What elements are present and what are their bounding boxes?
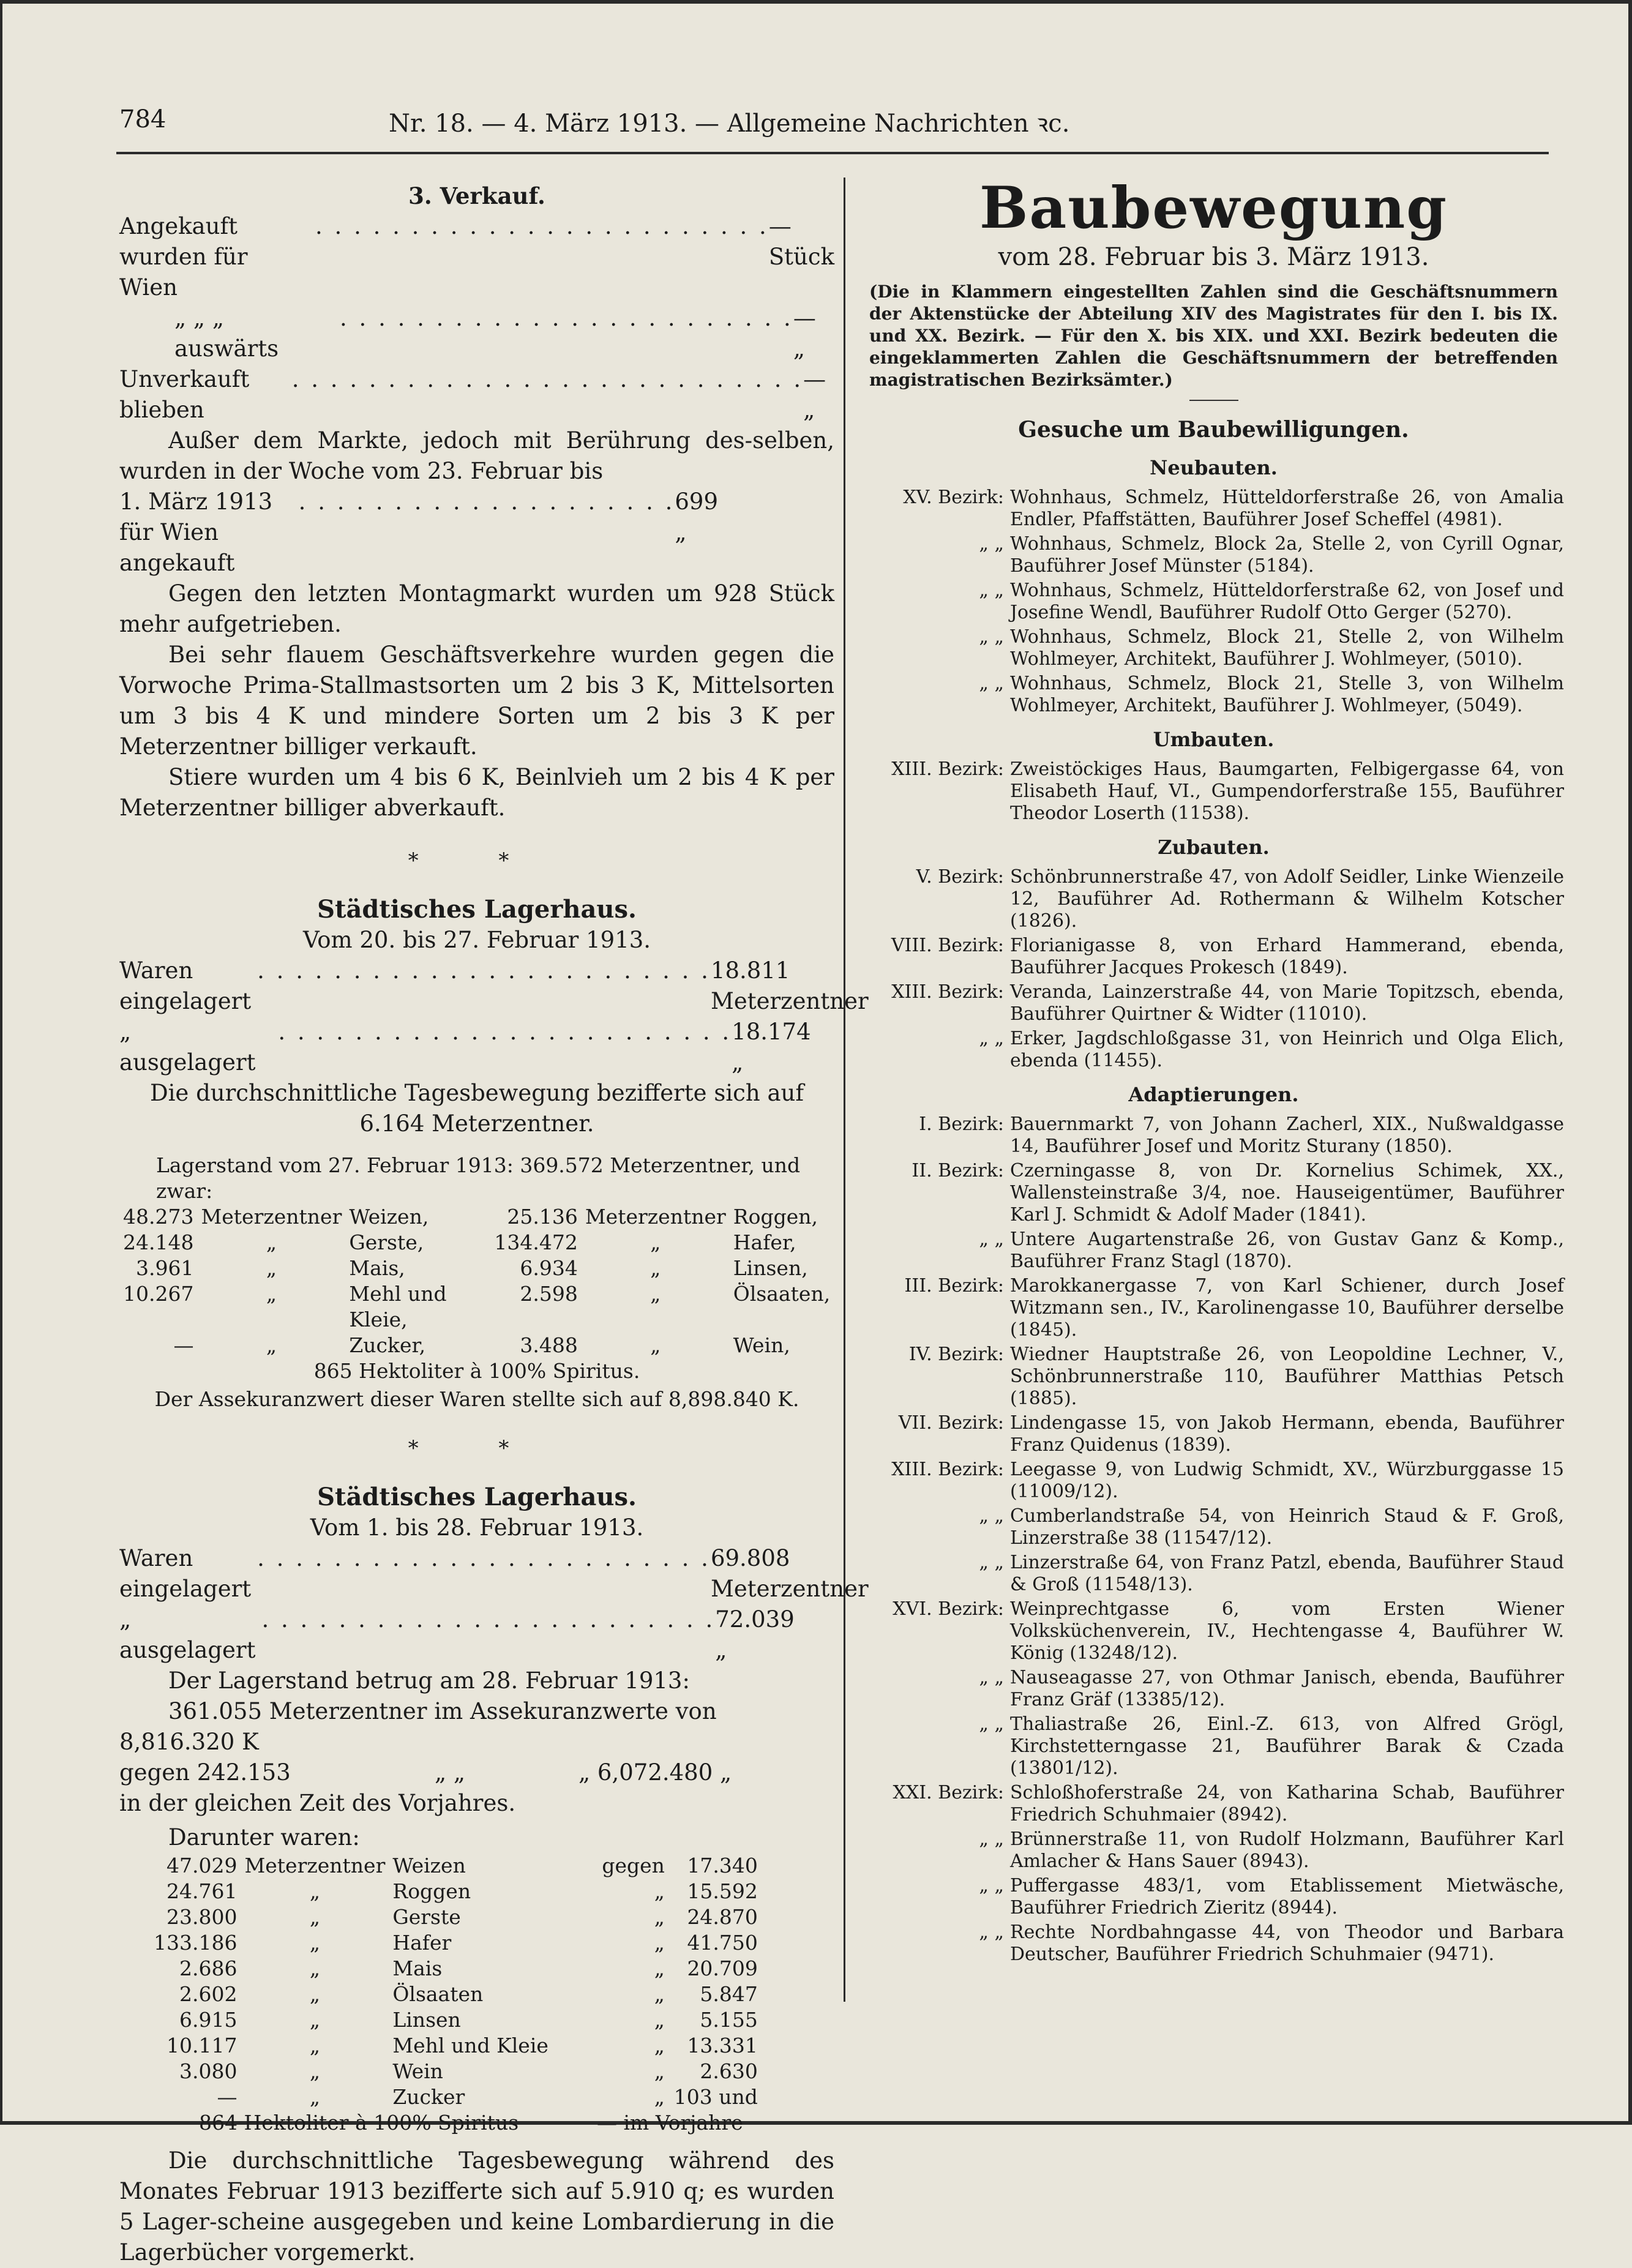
list-item <box>863 1552 1564 1596</box>
table-cell: „ <box>309 2059 320 2083</box>
table-cell: 3.961 <box>135 1256 194 1280</box>
table-cell: „ <box>650 1230 661 1254</box>
table-cell: Mais, <box>349 1256 405 1280</box>
sale-row-value: 699 „ <box>675 488 718 545</box>
table-cell: 133.186 <box>154 1931 238 1955</box>
dot-leader: . . . . . . . . . . . . . . . . . . . . . . . . . . . <box>291 366 804 392</box>
sale-paragraph: Bei sehr flauem Geschäftsverkehre wurden gegen die Vorwoche Prima-Stallmastsorten um 2 bis 3 K, Mittelsorten um 3 bis 4 K und mindere Sorten um 2 bis 3 K per Meterzentner billiger verkauft. <box>119 642 834 760</box>
table-cell: 20.709 <box>687 1956 758 1980</box>
dot-leader: . . . . . . . . . . . . . . . . . . . . . . . . <box>257 1545 711 1571</box>
table-cell: 6.934 <box>520 1256 578 1280</box>
entry-district: „ „ <box>979 1667 1004 1688</box>
dot-leader: . . . . . . . . . . . . . . . . . . . . . . . . <box>340 305 793 331</box>
entry-district: VII. Bezirk: <box>898 1412 1004 1434</box>
table-cell: Hafer <box>392 1931 452 1955</box>
table-row <box>150 1956 762 1982</box>
store2-row <box>119 1604 834 1666</box>
store2-stock-head: Der Lagerstand betrug am 28. Februar 1913: <box>168 1667 690 1694</box>
table-cell: Ölsaaten, <box>733 1282 831 1306</box>
entry-text: Marokkanergasse 7, von Karl Schiener, durch Josef Witzmann sen., IV., Karolinengasse 10, Bauführer derselbe (1845). <box>1010 1275 1564 1341</box>
sale-paragraph: Stiere wurden um 4 bis 6 K, Beinlvieh um 2 bis 4 K per Meterzentner billiger abverkauft. <box>119 764 834 821</box>
store1-row-label: Waren eingelagert <box>119 957 252 1014</box>
entry-district: „ „ <box>979 1229 1004 1250</box>
list-item <box>863 1875 1564 1919</box>
store2-among: Darunter waren: <box>168 1824 360 1851</box>
table-cell: 48.273 <box>123 1205 194 1229</box>
table-cell: „ <box>654 2034 665 2057</box>
table-cell: „ <box>654 2008 665 2032</box>
entry-text: Wohnhaus, Schmelz, Block 21, Stelle 2, von Wilhelm Wohlmeyer, Architekt, Bauführer J. Wohlmeyer, (5010). <box>1010 626 1564 670</box>
table-row <box>150 1982 762 2007</box>
dot-leader: . . . . . . . . . . . . . . . . . . . . . . . . <box>278 1019 732 1045</box>
store1-row-label: „ ausgelagert <box>119 1019 256 1076</box>
entry-text: Zweistöckiges Haus, Baumgarten, Felbigergasse 64, von Elisabeth Hauf, VI., Gumpendorferstraße 155, Bauführer Theodor Loserth (11538). <box>1010 758 1564 824</box>
store2-stock-prev: gegen 242.153 <box>119 1759 291 1786</box>
list-item <box>863 935 1564 979</box>
table-cell: „ <box>309 1982 320 2006</box>
entry-district: XIII. Bezirk: <box>891 1459 1004 1480</box>
store2-row-label: Waren eingelagert <box>119 1545 252 1602</box>
table-cell: „ <box>309 2085 320 2109</box>
dot-leader: . . . . . . . . . . . . . . . . . . . . . . . . <box>261 1606 716 1633</box>
sale-paragraph: Außer dem Markte, jedoch mit Berührung des-selben, wurden in der Woche vom 23. Februar bis <box>119 427 834 484</box>
list-item <box>863 1028 1564 1072</box>
entry-district: XIII. Bezirk: <box>891 758 1004 780</box>
store2-final: Die durchschnittliche Tagesbewegung während des Monates Februar 1913 bezifferte sich auf 5.910 q; es wurden 5 Lager-scheine ausgegeben und keine Lombardierung in die Lagerbücher vorgemerkt. <box>119 2147 834 2266</box>
store1-row-value: 18.811 Meterzentner <box>710 957 869 1014</box>
list-item <box>863 1828 1564 1873</box>
table-cell: Meterzentner <box>244 1854 386 1877</box>
list-item <box>863 1229 1564 1273</box>
store1-insurance: Der Assekuranzwert dieser Waren stellte sich auf 8,898.840 K. <box>154 1387 799 1411</box>
table-cell: 15.592 <box>687 1879 758 1903</box>
table-cell: 41.750 <box>687 1931 758 1955</box>
table-cell: „ <box>266 1282 277 1306</box>
store2-row-label: „ ausgelagert <box>119 1606 256 1663</box>
table-cell: „ <box>266 1256 277 1280</box>
table-cell: „ <box>654 2059 665 2083</box>
entry-text: Weinprechtgasse 6, vom Ersten Wiener Volksküchenverein, IV., Hechtengasse 4, Bauführer W. König (13248/12). <box>1010 1598 1564 1664</box>
table-cell: Zucker, <box>349 1333 426 1357</box>
table-cell: „ <box>654 2085 665 2109</box>
table-cell: „ <box>266 1333 277 1357</box>
entry-text: Wohnhaus, Schmelz, Block 21, Stelle 3, von Wilhelm Wohlmeyer, Architekt, Bauführer J. Wohlmeyer, (5049). <box>1010 673 1564 716</box>
list-item <box>863 758 1564 825</box>
table-cell: 134.472 <box>494 1230 578 1254</box>
table-cell: 10.117 <box>167 2034 238 2057</box>
sale-row-value: — „ <box>803 366 826 423</box>
entry-text: Nauseagasse 27, von Othmar Janisch, ebenda, Bauführer Franz Gräf (13385/12). <box>1010 1667 1564 1710</box>
entry-text: Wohnhaus, Schmelz, Hütteldorferstraße 26, von Amalia Endler, Pfaffstätten, Bauführer Josef Scheffel (4981). <box>1010 487 1564 530</box>
store2-stock-prev-value: „ 6,072.480 „ <box>578 1759 732 1786</box>
table-cell: „ <box>309 2034 320 2057</box>
sale-row <box>119 364 834 425</box>
table-cell: „ <box>309 1905 320 1929</box>
store2-stock-line: in der gleichen Zeit des Vorjahres. <box>119 1790 516 1816</box>
entry-text: Wohnhaus, Schmelz, Block 2a, Stelle 2, von Cyrill Ognar, Bauführer Josef Münster (5184). <box>1010 533 1564 577</box>
divider <box>1189 400 1238 401</box>
table-cell: „ <box>266 1230 277 1254</box>
list-item <box>863 1113 1564 1158</box>
table-cell: „ <box>654 1982 665 2006</box>
table-row <box>119 1333 834 1358</box>
entry-text: Brünnerstraße 11, von Rudolf Holzmann, Bauführer Karl Amlacher & Hans Sauer (8943). <box>1010 1828 1564 1872</box>
table-cell: Hafer, <box>733 1230 796 1254</box>
table-cell: gegen <box>602 1854 665 1877</box>
sale-row <box>119 487 834 578</box>
table-cell: 3.080 <box>179 2059 238 2083</box>
page-number: 784 <box>119 105 167 133</box>
store1-period: Vom 20. bis 27. Februar 1913. <box>302 927 651 953</box>
table-cell: „ <box>654 1879 665 1903</box>
list-item <box>863 1598 1564 1664</box>
entry-district: „ „ <box>979 626 1004 648</box>
dot-leader: . . . . . . . . . . . . . . . . . . . . <box>298 488 675 515</box>
table-row <box>119 1281 834 1333</box>
column-rule <box>844 178 845 2002</box>
table-row <box>150 1930 762 1956</box>
store2-spiritus-row <box>119 2110 834 2136</box>
store1-spiritus: 865 Hektoliter à 100% Spiritus. <box>313 1359 640 1383</box>
table-cell: 47.029 <box>167 1854 238 1877</box>
right-column <box>863 174 1564 1968</box>
table-cell: „ <box>309 2008 320 2032</box>
dot-leader: . . . . . . . . . . . . . . . . . . . . . . . . <box>257 957 711 984</box>
store2-stock-line <box>119 1757 834 1788</box>
entry-district: XVI. Bezirk: <box>893 1598 1004 1620</box>
table-cell: Roggen, <box>733 1205 818 1229</box>
list-item <box>863 1412 1564 1456</box>
page-header <box>119 103 1549 152</box>
list-item <box>863 866 1564 932</box>
entry-text: Lindengasse 15, von Jakob Hermann, ebenda, Bauführer Franz Quidenus (1839). <box>1010 1412 1564 1456</box>
entry-district: II. Bezirk: <box>911 1160 1004 1181</box>
table-cell: Gerste, <box>349 1230 424 1254</box>
entry-district: XV. Bezirk: <box>903 487 1004 508</box>
table-cell: 24.148 <box>123 1230 194 1254</box>
entry-district: IV. Bezirk: <box>908 1344 1004 1365</box>
table-cell: Mais <box>392 1956 443 1980</box>
entry-text: Leegasse 9, von Ludwig Schmidt, XV., Würzburggasse 15 (11009/12). <box>1010 1459 1564 1502</box>
table-cell: 25.136 <box>507 1205 578 1229</box>
store2-stock-ditto: „ „ <box>434 1759 466 1786</box>
entry-text: Wohnhaus, Schmelz, Hütteldorferstraße 62, von Josef und Josefine Wendl, Bauführer Rudolf Otto Gerger (5270). <box>1010 580 1564 623</box>
table-cell: 2.630 <box>700 2059 758 2083</box>
left-column <box>119 174 869 2268</box>
sale-paragraph: Gegen den letzten Montagmarkt wurden um 928 Stück mehr aufgetrieben. <box>119 580 834 637</box>
table-cell: 103 und <box>673 2085 758 2109</box>
sale-row-value: — Stück <box>768 213 835 270</box>
table-cell: „ <box>309 1956 320 1980</box>
entry-text: Erker, Jagdschloßgasse 31, von Heinrich und Olga Elich, ebenda (11455). <box>1010 1028 1564 1071</box>
entry-district: „ „ <box>979 533 1004 555</box>
table-cell: 23.800 <box>167 1905 238 1929</box>
list-item <box>863 1459 1564 1503</box>
group-heading: Zubauten. <box>1158 836 1270 859</box>
store2-row-value: 72.039 „ <box>715 1606 795 1663</box>
store2-title: Städtisches Lagerhaus. <box>317 1483 637 1511</box>
table-cell: Gerste <box>392 1905 461 1929</box>
table-cell: 6.915 <box>179 2008 238 2032</box>
table-cell: 3.488 <box>520 1333 578 1357</box>
sale-row-label: „ „ „ auswärts <box>174 305 279 362</box>
table-row <box>150 2059 762 2084</box>
table-cell: „ <box>654 1931 665 1955</box>
sale-row-label: Unverkauft blieben <box>119 366 250 423</box>
entry-district: „ „ <box>979 1713 1004 1735</box>
entry-district: „ „ <box>979 1828 1004 1850</box>
table-cell: „ <box>309 1931 320 1955</box>
table-row <box>150 2033 762 2059</box>
entry-district: „ „ <box>979 1505 1004 1527</box>
list-item <box>863 580 1564 624</box>
table-row <box>119 1256 834 1281</box>
table-cell: — <box>217 2085 238 2109</box>
table-cell: 2.686 <box>179 1956 238 1980</box>
store2-row-value: 69.808 Meterzentner <box>710 1545 869 1602</box>
table-cell: Meterzentner <box>585 1205 726 1229</box>
section-stars: * * <box>408 1436 546 1461</box>
table-cell: Zucker <box>392 2085 465 2109</box>
entry-text: Veranda, Lainzerstraße 44, von Marie Topitzsch, ebenda, Bauführer Quirtner & Widter (11010). <box>1010 981 1564 1025</box>
table-cell: — <box>173 1333 194 1357</box>
table-cell: „ <box>654 1905 665 1929</box>
list-item <box>863 981 1564 1025</box>
entry-text: Florianigasse 8, von Erhard Hammerand, ebenda, Bauführer Jacques Prokesch (1849). <box>1010 935 1564 978</box>
table-cell: 13.331 <box>687 2034 758 2057</box>
group-heading: Adaptierungen. <box>1128 1083 1299 1106</box>
list-item <box>863 1160 1564 1226</box>
entry-text: Schloßhoferstraße 24, von Katharina Schab, Bauführer Friedrich Schuhmaier (8942). <box>1010 1782 1564 1825</box>
entry-district: V. Bezirk: <box>916 866 1004 888</box>
table-row <box>150 2084 762 2110</box>
section-title: Gesuche um Baubewilligungen. <box>1018 417 1409 443</box>
list-item <box>863 1667 1564 1711</box>
group-heading: Umbauten. <box>1153 728 1275 751</box>
header-rule <box>116 152 1549 154</box>
section-stars: * * <box>408 848 546 873</box>
table-row <box>150 1853 762 1879</box>
table-cell: Meterzentner <box>201 1205 342 1229</box>
table-cell: Ölsaaten <box>392 1982 484 2006</box>
table-row <box>150 1904 762 1930</box>
store1-stock-intro: Lagerstand vom 27. Februar 1913: 369.572 Meterzentner, und zwar: <box>156 1153 801 1203</box>
store2-row <box>119 1543 869 1604</box>
sale-row-value: — „ <box>793 305 816 362</box>
table-cell: 17.340 <box>687 1854 758 1877</box>
list-item <box>863 673 1564 717</box>
sale-row-label: 1. März 1913 für Wien angekauft <box>119 488 273 576</box>
table-cell: „ <box>654 1956 665 1980</box>
entry-district: I. Bezirk: <box>919 1113 1004 1135</box>
baubewegung-note: (Die in Klammern eingestellten Zahlen sind die Geschäftsnummern der Aktenstücke der Abteilung XIV des Magistrates für den I. bis IX. und XX. Bezirk. — Für den X. bis XIX. und XXI. Bezirk bedeuten die eingeklammerten Zahlen die Geschäftsnummern der betreffenden magistratischen Bezirksämter.) <box>869 282 1558 390</box>
entry-district: „ „ <box>979 1028 1004 1049</box>
table-cell: 2.602 <box>179 1982 238 2006</box>
table-cell: Linsen, <box>733 1256 808 1280</box>
entry-district: III. Bezirk: <box>904 1275 1004 1297</box>
entry-district: XXI. Bezirk: <box>893 1782 1004 1803</box>
store1-average: Die durchschnittliche Tagesbewegung bezifferte sich auf 6.164 Meterzentner. <box>149 1080 804 1137</box>
list-item <box>863 533 1564 577</box>
table-cell: 2.598 <box>520 1282 578 1306</box>
table-cell: „ <box>650 1282 661 1306</box>
table-cell: Linsen <box>392 2008 461 2032</box>
entry-text: Schönbrunnerstraße 47, von Adolf Seidler, Linke Wienzeile 12, Bauführer Ad. Rothermann & Wilhelm Kotscher (1826). <box>1010 866 1564 932</box>
table-cell: 5.847 <box>700 1982 758 2006</box>
table-cell: Weizen <box>392 1854 466 1877</box>
table-cell: „ <box>650 1333 661 1357</box>
table-cell: 10.267 <box>123 1282 194 1306</box>
entry-text: Untere Augartenstraße 26, von Gustav Ganz & Komp., Bauführer Franz Stagl (1870). <box>1010 1229 1564 1272</box>
store2-period: Vom 1. bis 28. Februar 1913. <box>310 1514 644 1541</box>
list-item <box>863 1713 1564 1780</box>
entry-district: „ „ <box>979 673 1004 694</box>
list-item <box>863 1782 1564 1826</box>
list-item <box>863 1505 1564 1549</box>
store1-row <box>119 956 869 1017</box>
store2-items-table <box>150 1853 762 2110</box>
entry-district: XIII. Bezirk: <box>891 981 1004 1003</box>
table-row <box>150 2007 762 2033</box>
table-cell: Mehl und Kleie <box>392 2034 548 2057</box>
table-cell: 24.761 <box>167 1879 238 1903</box>
entry-text: Bauernmarkt 7, von Johann Zacherl, XIX., Nußwaldgasse 14, Bauführer Josef und Moritz Sturany (1850). <box>1010 1113 1564 1157</box>
entry-district: „ „ <box>979 1922 1004 1943</box>
group-heading: Neubauten. <box>1150 456 1278 479</box>
table-cell: „ <box>650 1256 661 1280</box>
entry-text: Cumberlandstraße 54, von Heinrich Staud & F. Groß, Linzerstraße 38 (11547/12). <box>1010 1505 1564 1549</box>
sale-row <box>119 303 834 364</box>
list-item <box>863 1922 1564 1966</box>
table-cell: Mehl und Kleie, <box>349 1282 447 1331</box>
table-cell: 5.155 <box>700 2008 758 2032</box>
baubewegung-subtitle: vom 28. Februar bis 3. März 1913. <box>998 243 1429 271</box>
entry-district: „ „ <box>979 1875 1004 1896</box>
dot-leader: . . . . . . . . . . . . . . . . . . . . . . . . <box>315 213 769 239</box>
baubewegung-title: Baubewegung <box>979 174 1448 242</box>
list-item <box>863 1275 1564 1341</box>
entry-text: Wiedner Hauptstraße 26, von Leopoldine Lechner, V., Schönbrunnerstraße 110, Bauführer Matthias Petsch (1885). <box>1010 1344 1564 1409</box>
entry-text: Thaliastraße 26, Einl.-Z. 613, von Alfred Grögl, Kirchstetterngasse 21, Bauführer Barak & Czada (13801/12). <box>1010 1713 1564 1779</box>
store2-spiritus-prev: — im Vorjahre <box>597 2111 743 2135</box>
store1-row-value: 18.174 „ <box>732 1019 811 1076</box>
table-cell: Wein, <box>733 1333 790 1357</box>
list-item <box>863 1344 1564 1410</box>
sale-row-label: Angekauft wurden für Wien <box>119 213 248 301</box>
entry-text: Rechte Nordbahngasse 44, von Theodor und Barbara Deutscher, Bauführer Friedrich Schuhmaier (9471). <box>1010 1922 1564 1965</box>
sale-row <box>119 211 834 303</box>
table-cell: Roggen <box>392 1879 471 1903</box>
table-cell: Weizen, <box>349 1205 429 1229</box>
table-row <box>119 1230 834 1256</box>
entry-district: „ „ <box>979 1552 1004 1573</box>
store2-stock-line: 361.055 Meterzentner im Assekuranzwerte von 8,816.320 K <box>119 1698 717 1755</box>
table-cell: 24.870 <box>687 1905 758 1929</box>
store1-stock-table <box>119 1204 834 1358</box>
list-item <box>863 626 1564 670</box>
sale-title: 3. Verkauf. <box>408 182 545 209</box>
store1-row <box>119 1017 834 1078</box>
running-head: Nr. 18. — 4. März 1913. — Allgemeine Nachrichten ꝛc. <box>389 110 1070 138</box>
entry-district: VIII. Bezirk: <box>891 935 1004 956</box>
entry-text: Linzerstraße 64, von Franz Patzl, ebenda, Bauführer Staud & Groß (11548/13). <box>1010 1552 1564 1595</box>
entry-text: Puffergasse 483/1, vom Etablissement Mietwäsche, Bauführer Friedrich Zieritz (8944). <box>1010 1875 1564 1918</box>
store1-title: Städtisches Lagerhaus. <box>317 895 637 924</box>
table-row <box>119 1204 834 1230</box>
entry-text: Czerningasse 8, von Dr. Kornelius Schimek, XX., Wallensteinstraße 3/4, noe. Hauseigentümer, Bauführer Karl J. Schmidt & Adolf Mader (1841). <box>1010 1160 1564 1226</box>
table-cell: Wein <box>392 2059 443 2083</box>
table-row <box>150 1879 762 1904</box>
list-item <box>863 487 1564 531</box>
store2-spiritus: 864 Hektoliter à 100% Spiritus <box>199 2111 519 2135</box>
entry-district: „ „ <box>979 580 1004 601</box>
table-cell: „ <box>309 1879 320 1903</box>
